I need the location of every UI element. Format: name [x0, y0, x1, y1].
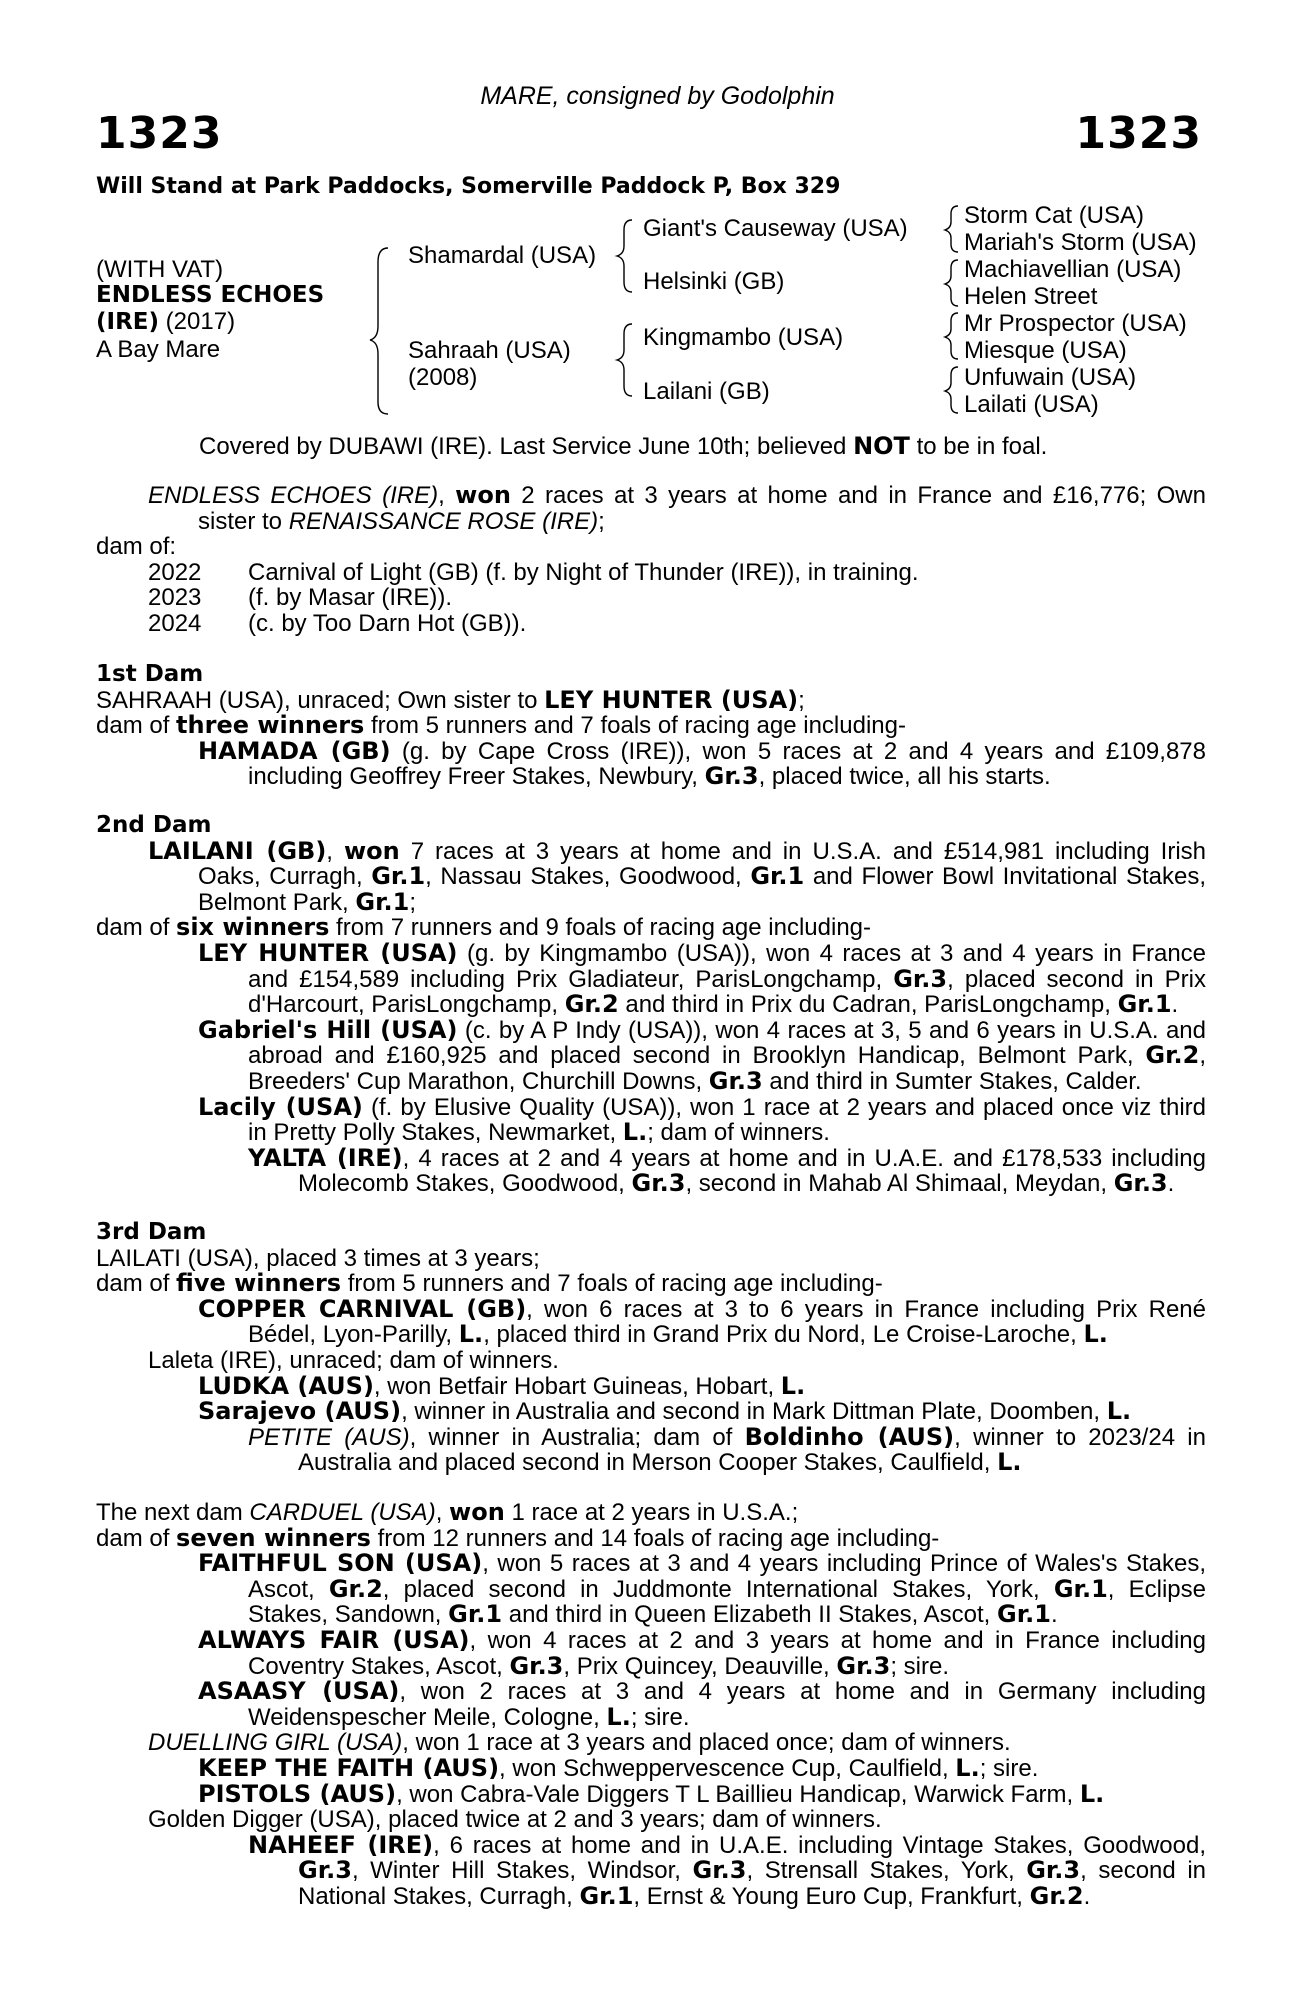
ggp-dsd: Miesque (USA) [964, 337, 1127, 364]
dam-dam: Lailani (GB) [643, 378, 770, 405]
next-dam-produce-line: dam of seven winners from 12 runners and 14 foals of racing age including- [96, 1523, 940, 1552]
first-dam-heading: 1st Dam [96, 661, 204, 687]
ley-hunter-entry: LEY HUNTER (USA) (g. by Kingmambo (USA)), won 4 races at 3 and 4 years in France and £154,589 including Prix Gladiateur, ParisLongchamp, Gr.3, placed second in Prix d'Harcourt, ParisLongchamp, Gr.2 and third in Prix du Cadran, ParisLongchamp, Gr.1. [198, 938, 1207, 1019]
ggp-ssd: Mariah's Storm (USA) [964, 229, 1197, 256]
first-dam-section [96, 662, 1206, 790]
ds-brace [945, 313, 958, 359]
laleta-line: Laleta (IRE), unraced; dam of winners. [148, 1346, 559, 1374]
dam-sire: Kingmambo (USA) [643, 324, 844, 351]
ggp-sdd: Helen Street [964, 283, 1098, 310]
ggp-ddd: Lailati (USA) [964, 391, 1099, 418]
next-dam-section [96, 1500, 1206, 1910]
ggp-dds: Unfuwain (USA) [964, 364, 1137, 391]
ggp-sds: Machiavellian (USA) [964, 256, 1182, 283]
stand-location: Will Stand at Park Paddocks, Somerville Paddock P, Box 329 [96, 174, 841, 199]
ggp-dss: Mr Prospector (USA) [964, 310, 1187, 337]
lailani-entry: LAILANI (GB), won 7 races at 3 years at home and in U.S.A. and £514,981 including Irish Oaks, Curragh, Gr.1, Nassau Stakes, Goodwood, Gr.1 and Flower Bowl Invitational Stakes, Belmont Park, Gr.1; [148, 836, 1207, 916]
lailati-line: LAILATI (USA), placed 3 times at 3 years; [96, 1244, 540, 1272]
copper-carnival-entry: COPPER CARNIVAL (GB), won 6 races at 3 to 6 years in France including Prix René Bédel, Lyon-Parilly, L., placed third in Grand Prix du Nord, Le Croise-Laroche, L. [198, 1294, 1206, 1349]
lacily-entry: Lacily (USA) (f. by Elusive Quality (USA)), won 1 race at 2 years and placed once viz third in Pretty Polly Stakes, Newmarket, L.; dam of winners. [198, 1092, 1207, 1147]
sd-brace [945, 260, 958, 306]
consignor-line: MARE, consigned by Godolphin [480, 82, 835, 110]
dam-of-label: dam of: [96, 533, 177, 561]
produce-row: 2022 Carnival of Light (GB) (f. by Night of Thunder (IRE)), in training. [148, 558, 919, 586]
yalta-entry: YALTA (IRE), 4 races at 2 and 4 years at home and in U.A.E. and £178,533 including Molecomb Stakes, Goodwood, Gr.3, second in Mahab Al Shimaal, Meydan, Gr.3. [248, 1143, 1207, 1198]
sire-sire: Giant's Causeway (USA) [643, 215, 908, 242]
covered-line: Covered by DUBAWI (IRE). Last Service June 10th; believed NOT to be in foal. [199, 432, 1048, 460]
hamada-entry: HAMADA (GB) (g. by Cape Cross (IRE)), won 5 races at 2 and 4 years and £109,878 including Geoffrey Freer Stakes, Newbury, Gr.3, placed twice, all his starts. [198, 736, 1206, 791]
petite-entry: PETITE (AUS), winner in Australia; dam of Boldinho (AUS), winner to 2023/24 in Australia and placed second in Merson Cooper Stakes, Caulfield, L. [248, 1422, 1206, 1477]
horse-description: A Bay Mare [96, 336, 221, 363]
duelling-girl-entry: DUELLING GIRL (USA), won 1 race at 3 years and placed once; dam of winners. [148, 1729, 1011, 1757]
intro-paragraph: ENDLESS ECHOES (IRE), won 2 races at 3 years at home and in France and £16,776; Own sister to RENAISSANCE ROSE (IRE); [148, 481, 1206, 535]
sire-dam: Helsinki (GB) [643, 268, 785, 295]
golden-digger-line: Golden Digger (USA), placed twice at 2 and 3 years; dam of winners. [148, 1806, 882, 1834]
first-dam-line: SAHRAAH (USA), unraced; Own sister to LEY HUNTER (USA); [96, 685, 805, 714]
first-dam-produce-line: dam of three winners from 5 runners and 7 foals of racing age including- [96, 711, 906, 740]
third-dam-heading: 3rd Dam [96, 1219, 207, 1245]
ggp-sss: Storm Cat (USA) [964, 202, 1145, 229]
lot-number-right: 1323 [1075, 108, 1202, 159]
pistols-entry: PISTOLS (AUS), won Cabra-Vale Diggers T L Baillieu Handicap, Warwick Farm, L. [198, 1779, 1105, 1808]
asaasy-entry: ASAASY (USA), won 2 races at 3 and 4 years at home and in Germany including Weidenspescher Meile, Cologne, L.; sire. [198, 1677, 1207, 1731]
sire-name: Shamardal (USA) [408, 242, 597, 269]
ludka-entry: LUDKA (AUS), won Betfair Hobart Guineas, Hobart, L. [198, 1371, 806, 1400]
dam-year: (2008) [408, 364, 478, 391]
second-dam-produce-line: dam of six winners from 7 runners and 9 foals of racing age including- [96, 913, 872, 942]
gabriels-hill-entry: Gabriel's Hill (USA) (c. by A P Indy (USA)), won 4 races at 3, 5 and 6 years in U.S.A. and abroad and £160,925 and placed second in Brooklyn Handicap, Belmont Park, Gr.2, Breeders' Cup Marathon, Churchill Downs, Gr.3 and third in Sumter Stakes, Calder. [198, 1015, 1206, 1095]
horse-name: ENDLESS ECHOES [96, 282, 325, 308]
dd-brace [945, 367, 958, 413]
dam-name: Sahraah (USA) [408, 337, 571, 364]
ss-brace [945, 206, 958, 252]
vat-label: (WITH VAT) [96, 256, 224, 283]
lot-number-left: 1323 [96, 108, 223, 159]
third-dam-section [96, 1220, 1206, 1476]
carduel-line: The next dam CARDUEL (USA), won 1 race at 2 years in U.S.A.; [96, 1498, 799, 1526]
produce-row: 2023 (f. by Masar (IRE)). [148, 584, 453, 612]
faithful-son-entry: FAITHFUL SON (USA), won 5 races at 3 and 4 years including Prince of Wales's Stakes, Ascot, Gr.2, placed second in Juddmonte International Stakes, York, Gr.1, Eclipse Stakes, Sandown, Gr.1 and third in Queen Elizabeth II Stakes, Ascot, Gr.1. [198, 1549, 1206, 1629]
produce-row: 2024 (c. by Too Darn Hot (GB)). [148, 609, 527, 637]
third-dam-produce-line: dam of five winners from 5 runners and 7 foals of racing age including- [96, 1269, 883, 1298]
sire-brace [617, 220, 632, 292]
main-brace [370, 248, 388, 414]
horse-name-suffix: (IRE) (2017) [96, 308, 236, 335]
always-fair-entry: ALWAYS FAIR (USA), won 4 races at 2 and 3 years at home and in France including Coventry Stakes, Ascot, Gr.3, Prix Quincey, Deauville, Gr.3; sire. [198, 1625, 1206, 1680]
second-dam-section [96, 813, 1206, 1197]
intro-section [96, 483, 1206, 637]
keep-the-faith-entry: KEEP THE FAITH (AUS), won Schweppervescence Cup, Caulfield, L.; sire. [198, 1753, 1039, 1782]
dam-brace [617, 324, 632, 396]
sarajevo-entry: Sarajevo (AUS), winner in Australia and second in Mark Dittman Plate, Doomben, L. [198, 1397, 1132, 1426]
naheef-entry: NAHEEF (IRE), 6 races at home and in U.A.E. including Vintage Stakes, Goodwood, Gr.3, Winter Hill Stakes, Windsor, Gr.3, Strensall Stakes, York, Gr.3, second in National Stakes, Curragh, Gr.1, Ernst & Young Euro Cup, Frankfurt, Gr.2. [248, 1830, 1206, 1910]
second-dam-heading: 2nd Dam [96, 812, 212, 838]
